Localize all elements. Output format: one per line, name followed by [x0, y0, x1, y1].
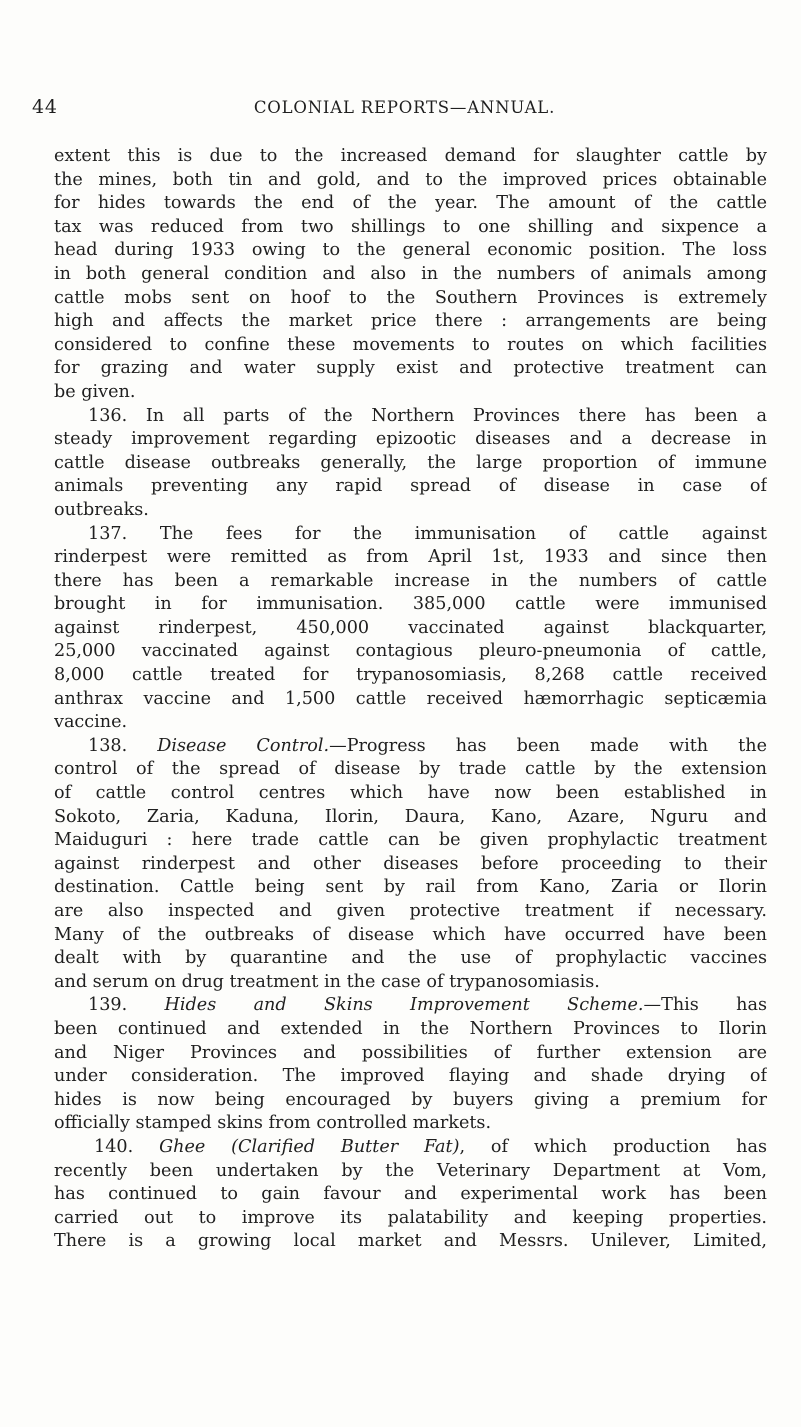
text-line: and Niger Provinces and possibilities of further extension are — [54, 1042, 767, 1063]
text-line: steady improvement regarding epizootic diseases and a decrease in — [54, 429, 767, 450]
text-line: dealt with by quarantine and the use of prophylactic vaccines — [54, 948, 767, 969]
text-line: officially stamped skins from controlled markets. — [54, 1113, 492, 1134]
text-line: for grazing and water supply exist and protective treatment can — [54, 358, 767, 379]
text-line: recently been undertaken by the Veterinary Department at Vom, — [54, 1160, 767, 1181]
paragraph-number: 139. — [88, 995, 128, 1016]
text-line: destination. Cattle being sent by rail from Kano, Zaria or Ilorin — [54, 877, 767, 898]
text-line: in both general condition and also in the numbers of animals among — [54, 263, 767, 284]
text-line: and serum on drug treatment in the case of trypanosomiasis. — [54, 971, 600, 992]
text-line: the mines, both tin and gold, and to the improved prices obtainable — [54, 169, 767, 190]
text-line: high and affects the market price there : arrangements are being — [54, 311, 767, 332]
text-line: 8,000 cattle treated for trypanosomiasis, 8,268 cattle received — [54, 665, 767, 686]
text-line: Sokoto, Zaria, Kaduna, Ilorin, Daura, Kano, Azare, Nguru and — [54, 806, 767, 827]
section-heading-parenthetical: (Clarified Butter Fat) — [231, 1136, 460, 1157]
text-line: rinderpest were remitted as from April 1st, 1933 and since then — [54, 547, 767, 568]
text-line: Many of the outbreaks of disease which have occurred have been — [54, 924, 767, 945]
paragraph-137-start: 137. The fees for the immunisation of cattle against — [88, 523, 767, 544]
paragraph-139-start — [54, 994, 767, 1018]
text-line: 25,000 vaccinated against contagious pleuro-pneumonia of cattle, — [54, 641, 767, 662]
text-line: brought in for immunisation. 385,000 cattle were immunised — [54, 594, 767, 615]
text-line: cattle disease outbreaks generally, the large proportion of immune — [54, 452, 767, 473]
text-line: be given. — [54, 381, 136, 402]
text-line: against rinderpest, 450,000 vaccinated against blackquarter, — [54, 617, 767, 638]
text-line: anthrax vaccine and 1,500 cattle received hæmorrhagic septicæmia — [54, 688, 767, 709]
text-line: control of the spread of disease by trade cattle by the extension — [54, 759, 767, 780]
text-line: There is a growing local market and Messrs. Unilever, Limited, — [54, 1231, 767, 1252]
text-line: has continued to gain favour and experimental work has been — [54, 1184, 767, 1205]
text-line: been continued and extended in the Northern Provinces to Ilorin — [54, 1018, 767, 1039]
text-line: cattle mobs sent on hoof to the Southern Provinces is extremely — [54, 287, 767, 308]
text-line: head during 1933 owing to the general economic position. The loss — [54, 240, 767, 261]
text-line: animals preventing any rapid spread of disease in case of — [54, 476, 767, 497]
text-span: , of which production has — [459, 1136, 767, 1157]
text-line: tax was reduced from two shillings to one shilling and sixpence a — [54, 216, 767, 237]
text-line: of cattle control centres which have now been established in — [54, 783, 767, 804]
text-line: considered to confine these movements to routes on which facilities — [54, 334, 767, 355]
paragraph-140-start — [54, 1136, 767, 1160]
paragraph-136-start: 136. In all parts of the Northern Provinces there has been a — [88, 405, 767, 426]
running-title: COLONIAL REPORTS—ANNUAL. — [253, 98, 556, 117]
text-line: there has been a remarkable increase in the numbers of cattle — [54, 570, 767, 591]
text-line: outbreaks. — [54, 499, 149, 520]
text-line: are also inspected and given protective treatment if necessary. — [54, 901, 767, 921]
paragraph-138-start — [54, 735, 767, 759]
text-line: hides is now being encouraged by buyers giving a premium for — [54, 1089, 767, 1110]
text-line: against rinderpest and other diseases before proceeding to their — [54, 853, 767, 874]
paragraph-number: 138. — [88, 735, 128, 756]
text-line: Maiduguri : here trade cattle can be given prophylactic treatment — [54, 830, 767, 851]
text-line: under consideration. The improved flaying and shade drying of — [54, 1066, 767, 1087]
section-heading: Ghee — [159, 1136, 206, 1157]
text-line: extent this is due to the increased demand for slaughter cattle by — [54, 146, 767, 166]
text-line: carried out to improve its palatability and keeping properties. — [54, 1207, 767, 1228]
text-span: —Progress has been made with the — [329, 735, 767, 756]
section-heading: Disease Control. — [157, 735, 330, 756]
text-span: —This has — [643, 995, 767, 1016]
body-text — [54, 145, 767, 1254]
paragraph-number: 140. — [94, 1136, 134, 1157]
section-heading: Hides and Skins Improvement Scheme. — [164, 995, 644, 1016]
page-number: 44 — [32, 96, 58, 118]
page-header — [32, 92, 777, 122]
text-line: vaccine. — [54, 712, 128, 733]
text-line: for hides towards the end of the year. The amount of the cattle — [54, 193, 767, 214]
